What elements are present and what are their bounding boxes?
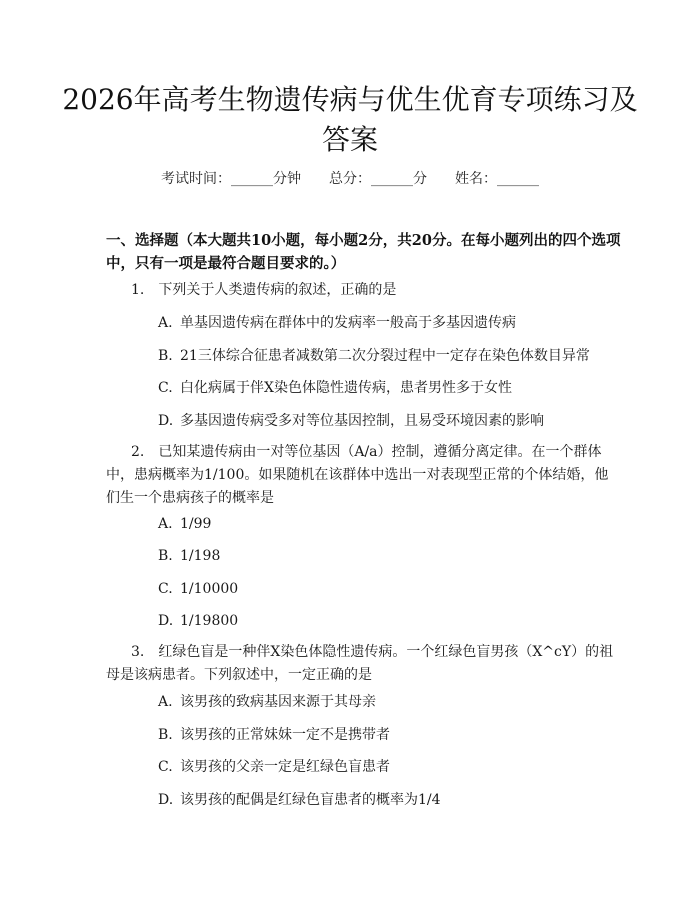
question-1-option-b [158, 346, 638, 366]
option-label: A. [158, 516, 173, 532]
question-2-stem: 2. 已知某遗传病由一对等位基因（A/a）控制，遵循分离定律。在一个群体中，患病概率为1/100。如果随机在该群体中选出一对表现型正常的个体结婚，他们生一个患病孩子的概率是 [106, 444, 609, 506]
section-heading: 一、选择题（本大题共10小题，每小题2分，共20分。在每小题列出的四个选项中，只有一项是最符合题目要求的。） [106, 232, 621, 272]
question-1-option-a [158, 313, 638, 333]
option-text: 1/10000 [180, 581, 239, 597]
question-3-option-c [158, 757, 638, 777]
option-label: B. [158, 548, 173, 564]
page-title: 2026年高考生物遗传病与优生优育专项练习及答案 [62, 83, 638, 156]
option-label: D. [158, 413, 174, 429]
question-2-option-a [158, 514, 638, 534]
option-label: A. [158, 694, 173, 710]
option-text: 单基因遗传病在群体中的发病率一般高于多基因遗传病 [180, 315, 516, 331]
exam-info-line [0, 168, 700, 188]
question-1-stem: 1. 下列关于人类遗传病的叙述，正确的是 [131, 282, 397, 298]
option-label: D. [158, 613, 174, 629]
option-text: 该男孩的正常妹妹一定不是携带者 [180, 727, 390, 743]
option-label: A. [158, 315, 173, 331]
name-field: 姓名：______ [455, 171, 539, 187]
question-3-option-b [158, 725, 638, 745]
option-label: C. [158, 380, 173, 396]
total-score-field: 总分：______分 [329, 171, 427, 187]
option-label: C. [158, 581, 173, 597]
option-text: 该男孩的配偶是红绿色盲患者的概率为1/4 [180, 792, 441, 808]
question-1-option-c [158, 378, 638, 398]
question-1-option-d [158, 411, 638, 431]
exam-time-field: 考试时间：______分钟 [161, 171, 301, 187]
option-text: 多基因遗传病受多对等位基因控制，且易受环境因素的影响 [180, 413, 544, 429]
option-text: 该男孩的父亲一定是红绿色盲患者 [180, 759, 390, 775]
question-2-option-c [158, 579, 638, 599]
question-3-option-a [158, 692, 638, 712]
question-3-option-d [158, 790, 638, 810]
option-text: 21三体综合征患者减数第二次分裂过程中一定存在染色体数目异常 [180, 348, 590, 364]
option-text: 1/19800 [180, 613, 239, 629]
option-label: D. [158, 792, 174, 808]
option-text: 该男孩的致病基因来源于其母亲 [180, 694, 376, 710]
option-text: 1/99 [180, 516, 212, 532]
option-label: B. [158, 727, 173, 743]
question-3-stem: 3. 红绿色盲是一种伴X染色体隐性遗传病。一个红绿色盲男孩（X^cY）的祖母是该病患者。下列叙述中，一定正确的是 [106, 644, 614, 683]
option-label: C. [158, 759, 173, 775]
question-2-option-d [158, 611, 638, 631]
option-text: 1/198 [180, 548, 221, 564]
question-2-option-b [158, 546, 638, 566]
option-text: 白化病属于伴X染色体隐性遗传病，患者男性多于女性 [180, 380, 512, 396]
option-label: B. [158, 348, 173, 364]
